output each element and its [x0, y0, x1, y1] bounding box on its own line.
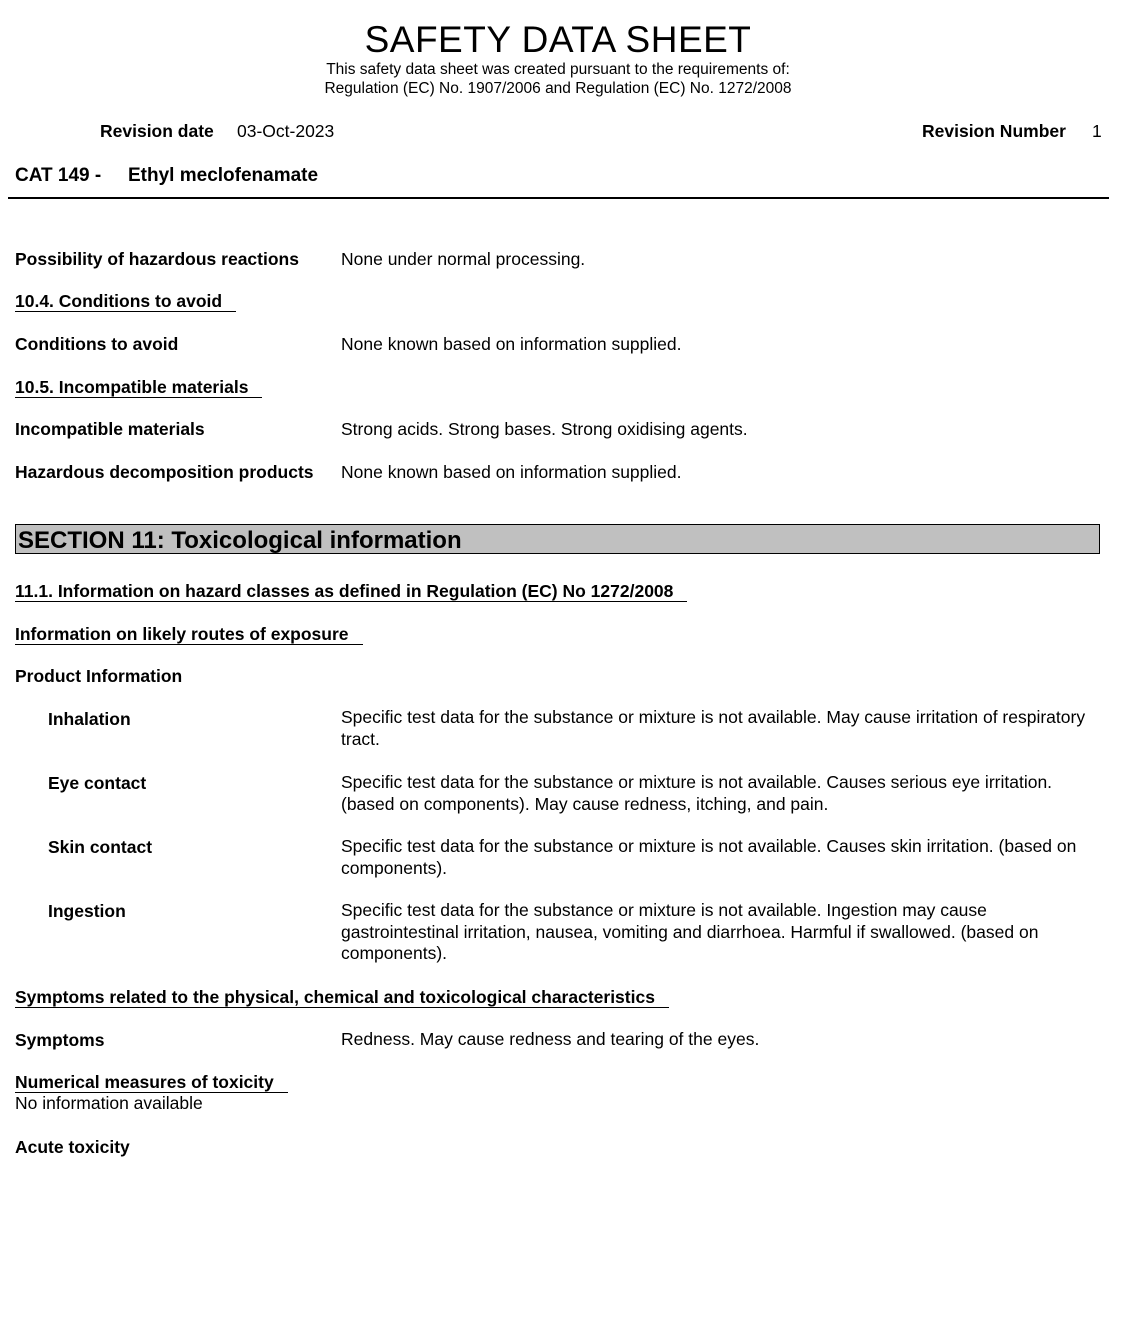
regulation-note-line1: This safety data sheet was created pursuant to the requirements of:	[326, 61, 790, 78]
product-information-label: Product Information	[15, 666, 183, 686]
eye-contact-label: Eye contact	[48, 773, 147, 793]
decomposition-products-value: None known based on information supplied.	[341, 462, 682, 482]
incompatible-materials-label: Incompatible materials	[15, 419, 205, 439]
skin-contact-value: Specific test data for the substance or mixture is not available. Causes skin irritation. (based on components).	[341, 836, 1077, 878]
conditions-to-avoid-value: None known based on information supplied.	[341, 334, 682, 354]
numerical-measures-value: No information available	[15, 1093, 203, 1113]
numerical-measures-heading: Numerical measures of toxicity	[15, 1072, 288, 1093]
regulation-note-line2: Regulation (EC) No. 1907/2006 and Regulation (EC) No. 1272/2008	[324, 80, 792, 97]
hazardous-reactions-value: None under normal processing.	[341, 249, 586, 269]
symptoms-label: Symptoms	[15, 1030, 105, 1050]
document-title: SAFETY DATA SHEET	[364, 19, 752, 60]
routes-of-exposure-heading: Information on likely routes of exposure	[15, 624, 363, 645]
header-divider	[8, 197, 1109, 199]
ingestion-label: Ingestion	[48, 901, 126, 921]
symptoms-heading: Symptoms related to the physical, chemical and toxicological characteristics	[15, 987, 669, 1008]
decomposition-products-label: Hazardous decomposition products	[15, 462, 314, 482]
revision-number-value: 1	[1092, 121, 1102, 141]
inhalation-label: Inhalation	[48, 709, 131, 729]
heading-10-4: 10.4. Conditions to avoid	[15, 291, 236, 312]
revision-date-label: Revision date	[100, 121, 214, 141]
symptoms-value: Redness. May cause redness and tearing of the eyes.	[341, 1029, 760, 1049]
section-11-title: SECTION 11: Toxicological information	[18, 527, 462, 554]
skin-contact-label: Skin contact	[48, 837, 153, 857]
hazardous-reactions-label: Possibility of hazardous reactions	[15, 249, 299, 269]
product-code: CAT 149 -	[15, 165, 102, 186]
ingestion-value: Specific test data for the substance or mixture is not available. Ingestion may cause gastrointestinal irritation, nausea, vomiting and diarrhoea. Harmful if swallowed. (based on components).	[341, 900, 1039, 963]
incompatible-materials-value: Strong acids. Strong bases. Strong oxidising agents.	[341, 419, 748, 439]
acute-toxicity-label: Acute toxicity	[15, 1137, 130, 1157]
heading-10-5: 10.5. Incompatible materials	[15, 377, 262, 398]
revision-date-value: 03-Oct-2023	[237, 121, 335, 141]
heading-11-1: 11.1. Information on hazard classes as defined in Regulation (EC) No 1272/2008	[15, 581, 687, 602]
revision-number-label: Revision Number	[922, 121, 1066, 141]
section-11-header	[15, 524, 1100, 554]
eye-contact-value: Specific test data for the substance or mixture is not available. Causes serious eye irritation. (based on components). May cause redness, itching, and pain.	[341, 772, 1053, 814]
conditions-to-avoid-label: Conditions to avoid	[15, 334, 179, 354]
product-name: Ethyl meclofenamate	[128, 165, 319, 186]
inhalation-value: Specific test data for the substance or mixture is not available. May cause irritation of respiratory tract.	[341, 707, 1086, 749]
